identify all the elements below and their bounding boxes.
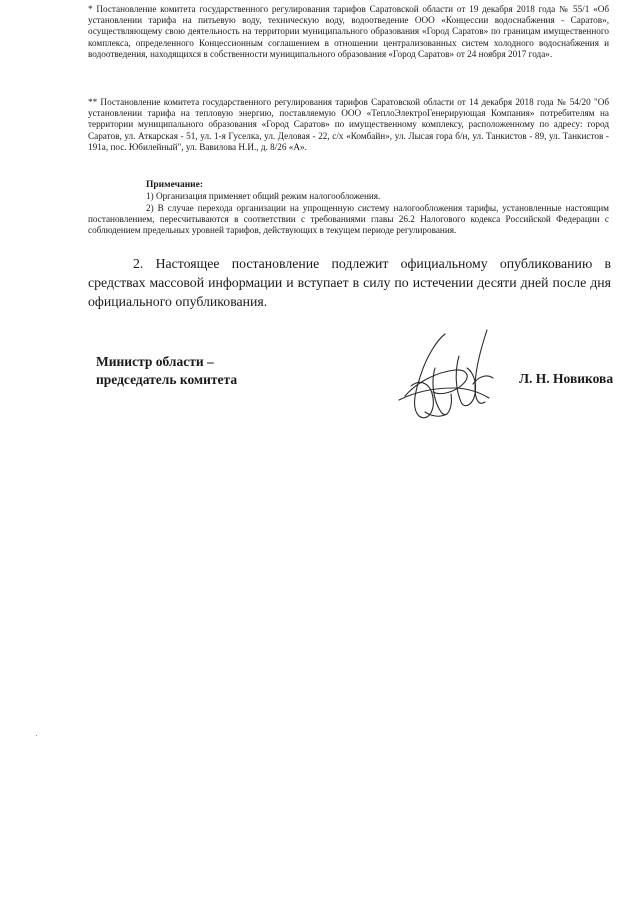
- signatory-position-line1: Министр области –: [96, 354, 214, 369]
- handwritten-signature: [375, 326, 515, 426]
- signatory-position: [96, 353, 237, 389]
- note-title: Примечание:: [146, 180, 204, 190]
- main-paragraph: 2. Настоящее постановление подлежит официальному опубликованию в средствах массовой информации и вступает в силу по истечении десяти дней после дня официального опубликования.: [88, 256, 611, 309]
- scan-mark: [36, 735, 37, 736]
- footnote-water-tariff: * Постановление комитета государственного регулирования тарифов Саратовской области от 19 декабря 2018 года № 55/1 «Об установлении тарифа на питьевую воду, техническую воду, водоотведение ООО «Концессии водоснабжения - Саратов», осуществляющему свою деятельность на территории муниципального образования «Город Саратов» по границам имущественного комплекса, определенного Концессионным соглашением в отношении централизованных систем холодного водоснабжения и водоотведения, находящихся в собственности муниципального образования «Город Саратов» от 24 ноября 2017 года».: [88, 4, 609, 59]
- signatory-position-line2: председатель комитета: [96, 372, 238, 387]
- note-item-2: 2) В случае перехода организации на упрощенную систему налогообложения тарифы, установленные настоящим постановлением, пересчитываются в соответствии с требованиями главы 26.2 Налогового кодекса Российской Федерации с соблюдением предельных уровней тарифов, действующих в текущем периоде регулирования.: [88, 203, 609, 236]
- signatory-name: Л. Н. Новикова: [519, 371, 614, 386]
- note-item-1: 1) Организация применяет общий режим налогообложения.: [146, 191, 381, 201]
- footnote-heat-tariff: ** Постановление комитета государственного регулирования тарифов Саратовской области от 14 декабря 2018 года № 54/20 "Об установлении тарифа на тепловую энергию, поставляемую ООО «ТеплоЭлектроГенерирующая Компания» потребителям на территории муниципального образования «Город Саратов» по имущественному комплексу, расположенному по адресу: город Саратов, ул. Аткарская - 51, ул. 1-я Гуселка, ул. Деловая - 22, с/х «Комбайн», ул. Лысая гора б/н, ул. Танкистов - 89, ул. Танкистов - 191а, пос. Юбилейный", ул. Вавилова Н.И., д. 8/26 «А».: [88, 97, 609, 152]
